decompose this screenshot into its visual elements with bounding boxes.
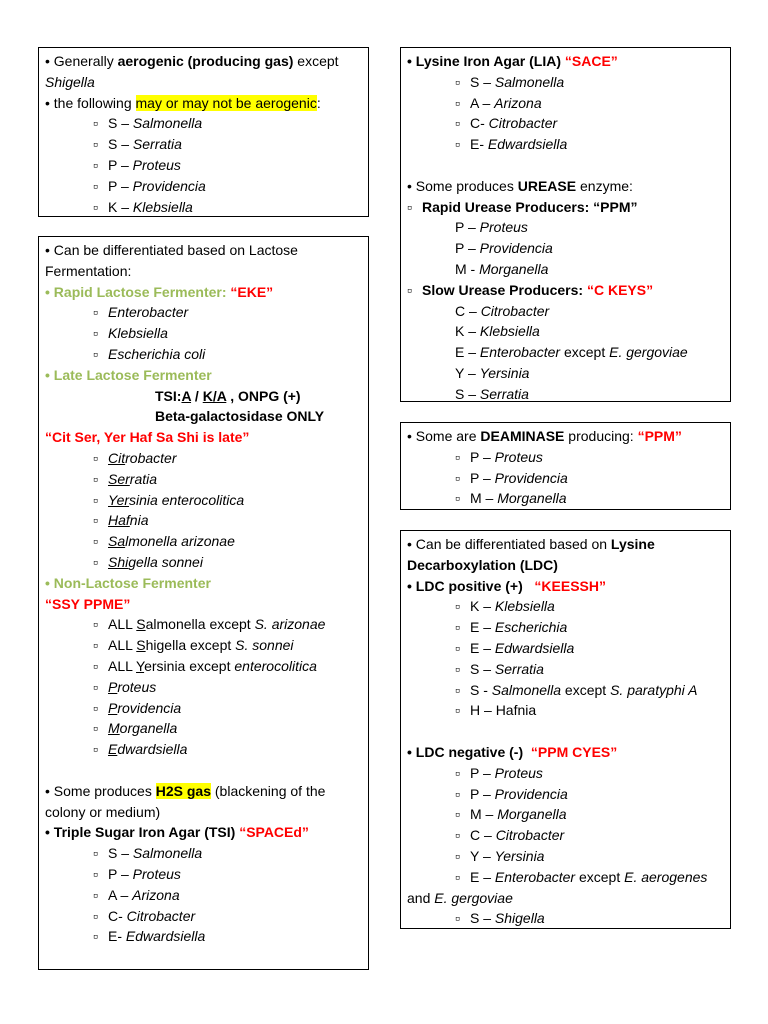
text: S. sonnei [235, 637, 294, 654]
text: P – [470, 469, 495, 486]
text: enterocolitica [234, 657, 317, 674]
ldc-intro [407, 534, 724, 555]
text: ALL [108, 657, 137, 674]
may-or-may-not-line [45, 93, 362, 114]
text: Enterobacter [479, 344, 561, 361]
text: enzyme: [576, 177, 633, 194]
text: S – [108, 845, 133, 862]
list-item [45, 656, 362, 677]
list-item-continuation [407, 888, 724, 909]
list-item [407, 259, 724, 280]
text: A [181, 387, 192, 404]
non-lactose-mnemonic: “SSY PPME” [45, 595, 131, 612]
text: C – [455, 302, 481, 319]
list-item [45, 843, 362, 864]
text: Proteus [132, 156, 181, 173]
text: except [561, 681, 611, 698]
text: Proteus [494, 764, 543, 781]
text: Escherichia [494, 619, 568, 636]
text: Providencia [132, 177, 206, 194]
text: Arizona [132, 886, 180, 903]
square-bullet-icon: ▫ [93, 637, 98, 654]
slow-urease-heading [407, 280, 724, 301]
text: Serratia [479, 385, 529, 402]
text: rovidencia [117, 699, 182, 716]
ldc-box [400, 530, 731, 929]
text: E – [470, 619, 495, 636]
text: organella [119, 720, 178, 737]
text: Yersinia [494, 847, 545, 864]
aerogenic-box [38, 47, 369, 217]
text: S. paratyphi A [610, 681, 698, 698]
list-item [407, 825, 724, 846]
list-item [45, 323, 362, 344]
text: • Can be differentiated based on [407, 536, 611, 552]
text: (blackening of the [211, 782, 326, 799]
tsi-heading [45, 822, 362, 843]
list-item [407, 238, 724, 259]
ldc-intro-2: Decarboxylation (LDC) [407, 556, 558, 573]
lactose-intro: • Can be differentiated based on Lactose [45, 242, 298, 258]
highlighted-text: may or may not be aerogenic [135, 94, 317, 111]
text: E. gergoviae [434, 889, 513, 906]
text: S - [470, 681, 492, 698]
text: P – [108, 865, 133, 882]
text: Serratia [494, 660, 544, 677]
text: , ONPG (+) [226, 387, 301, 404]
text: Citrobacter [495, 827, 565, 844]
lia-heading [407, 51, 724, 72]
text: M [108, 720, 120, 737]
square-bullet-icon: ▫ [407, 281, 412, 298]
list-item [45, 635, 362, 656]
spacer [407, 155, 724, 176]
square-bullet-icon: ▫ [455, 136, 460, 153]
text: Morganella [497, 490, 567, 507]
text: P – [108, 156, 133, 173]
highlighted-text: H2S gas [155, 782, 211, 799]
list-item [407, 867, 724, 888]
text: • Some are [407, 428, 481, 444]
list-item [407, 384, 724, 405]
list-item [45, 344, 362, 365]
rapid-urease-heading [407, 197, 724, 218]
square-bullet-icon: ▫ [455, 660, 460, 677]
text: Salmonella [132, 115, 203, 132]
text: Escherichia coli [108, 345, 206, 362]
text: S – [470, 660, 495, 677]
text: M – [470, 490, 498, 507]
text: Enterobacter [494, 868, 576, 885]
mnemonic: “SACE” [564, 53, 618, 69]
text: Ser [108, 470, 130, 487]
text: Shi [108, 553, 129, 570]
text: E [108, 741, 118, 758]
text: except [560, 344, 610, 361]
text: almonella except [145, 616, 255, 633]
deaminase-heading [407, 426, 724, 447]
square-bullet-icon: ▫ [93, 470, 98, 487]
square-bullet-icon: ▫ [93, 156, 98, 173]
square-bullet-icon: ▫ [93, 115, 98, 132]
ldc-negative-heading [407, 742, 724, 763]
text: C- [108, 907, 127, 924]
text: and [407, 889, 435, 906]
square-bullet-icon: ▫ [455, 619, 460, 636]
square-bullet-icon: ▫ [93, 907, 98, 924]
square-bullet-icon: ▫ [93, 699, 98, 716]
text: K – [470, 598, 495, 615]
square-bullet-icon: ▫ [93, 886, 98, 903]
text: ALL [108, 616, 137, 633]
text: Yersinia [479, 364, 530, 381]
square-bullet-icon: ▫ [455, 702, 460, 719]
list-item [407, 784, 724, 805]
list-item [407, 846, 724, 867]
list-item [45, 698, 362, 719]
text: E – [470, 868, 495, 885]
square-bullet-icon: ▫ [455, 847, 460, 864]
deaminase-box [400, 422, 731, 510]
beta-galactosidase-line: Beta-galactosidase ONLY [155, 408, 325, 425]
text: Enterobacter [108, 304, 189, 321]
list-item [407, 134, 724, 155]
mnemonic: “EKE” [230, 283, 274, 300]
text: S – [470, 910, 495, 927]
text: dwardsiella [117, 741, 188, 758]
text: except [293, 53, 339, 69]
square-bullet-icon: ▫ [93, 928, 98, 945]
text: DEAMINASE [480, 428, 565, 444]
text: Haf [108, 512, 130, 529]
text: Klebsiella [108, 325, 168, 342]
square-bullet-icon: ▫ [93, 512, 98, 529]
text: S [136, 637, 146, 654]
text: TSI: [155, 387, 182, 404]
square-bullet-icon: ▫ [455, 910, 460, 927]
square-bullet-icon: ▫ [93, 325, 98, 342]
spsk-list [45, 113, 362, 217]
list-item [45, 614, 362, 635]
list-item [407, 301, 724, 322]
list-item [45, 531, 362, 552]
list-item [407, 217, 724, 238]
text: S. arizonae [254, 616, 326, 633]
square-bullet-icon: ▫ [93, 720, 98, 737]
text: Citrobacter [480, 302, 550, 319]
lia-urease-box [400, 47, 731, 402]
text: • Triple Sugar Iron Agar (TSI) [45, 824, 240, 841]
list-item [45, 864, 362, 885]
list-item [45, 155, 362, 176]
h2s-line-2: colony or medium) [45, 803, 161, 820]
list-item [407, 321, 724, 342]
list-item [407, 617, 724, 638]
square-bullet-icon: ▫ [455, 115, 460, 132]
text: K – [455, 323, 480, 340]
text: Edwardsiella [125, 928, 206, 945]
list-item [45, 510, 362, 531]
square-bullet-icon: ▫ [93, 678, 98, 695]
text: • LDC positive (+) [407, 577, 535, 594]
list-item [45, 718, 362, 739]
rapid-lactose-heading [45, 282, 362, 303]
text: M – [470, 806, 498, 823]
spacer [45, 760, 362, 781]
text: M - [455, 260, 480, 277]
square-bullet-icon: ▫ [455, 785, 460, 802]
list-item [45, 490, 362, 511]
text: P – [470, 764, 495, 781]
text: roteus [117, 678, 157, 695]
text: robacter [125, 449, 177, 466]
text: Providencia [479, 240, 553, 257]
text: Salmonella [132, 845, 203, 862]
text: E- [108, 928, 126, 945]
list-item [407, 908, 724, 929]
text: : [316, 94, 321, 111]
square-bullet-icon: ▫ [93, 198, 98, 215]
square-bullet-icon: ▫ [93, 616, 98, 633]
text: Morganella [497, 806, 567, 823]
text: E. gergoviae [609, 344, 688, 361]
list-item [407, 596, 724, 617]
square-bullet-icon: ▫ [93, 741, 98, 758]
text: Rapid Urease Producers: “PPM” [422, 198, 638, 215]
late-lactose-heading: • Late Lactose Fermenter [45, 366, 212, 383]
square-bullet-icon: ▫ [93, 553, 98, 570]
text: S [136, 616, 146, 633]
mnemonic: “PPM” [637, 428, 682, 444]
list-item [45, 469, 362, 490]
text: E – [455, 344, 480, 361]
square-bullet-icon: ▫ [455, 490, 460, 507]
list-item [407, 113, 724, 134]
list-item [45, 552, 362, 573]
text: ratia [129, 470, 158, 487]
text: • Some produces [407, 177, 518, 194]
list-item [407, 638, 724, 659]
text: Lysine [610, 536, 655, 552]
text: P [108, 699, 118, 716]
text: Y – [455, 364, 480, 381]
list-item [407, 342, 724, 363]
text: • Some produces [45, 782, 156, 799]
square-bullet-icon: ▫ [455, 469, 460, 486]
text: Klebsiella [479, 323, 540, 340]
list-item [407, 447, 724, 468]
square-bullet-icon: ▫ [93, 345, 98, 362]
text: P – [108, 177, 133, 194]
list-item [45, 302, 362, 323]
square-bullet-icon: ▫ [455, 639, 460, 656]
text: • LDC negative (-) [407, 743, 531, 760]
square-bullet-icon: ▫ [407, 198, 412, 215]
text: S – [108, 115, 133, 132]
square-bullet-icon: ▫ [93, 136, 98, 153]
list-item [407, 363, 724, 384]
square-bullet-icon: ▫ [93, 533, 98, 550]
text: Yer [108, 491, 130, 508]
square-bullet-icon: ▫ [455, 681, 460, 698]
text: • the following [45, 94, 136, 111]
text: / [191, 387, 203, 404]
list-item [407, 763, 724, 784]
list-item [407, 72, 724, 93]
text: higella except [145, 637, 236, 654]
text: Y – [470, 847, 495, 864]
late-mnemonic: “Cit Ser, Yer Haf Sa Shi is late” [45, 429, 250, 446]
text: Citrobacter [126, 907, 196, 924]
list-item [45, 134, 362, 155]
list-item [45, 926, 362, 947]
text: S – [108, 136, 133, 153]
text: Proteus [494, 448, 543, 465]
spacer [407, 721, 724, 742]
square-bullet-icon: ▫ [455, 598, 460, 615]
list-item [407, 488, 724, 509]
text: Sa [108, 533, 126, 550]
text: C- [470, 115, 489, 132]
lactose-box [38, 236, 369, 970]
aerogenic-line [45, 51, 362, 72]
text: Proteus [132, 865, 181, 882]
text: UREASE [517, 177, 577, 194]
text: aerogenic (producing gas) [117, 53, 294, 69]
non-lactose-heading: • Non-Lactose Fermenter [45, 574, 211, 591]
text: • Lysine Iron Agar (LIA) [407, 53, 565, 69]
list-item [407, 468, 724, 489]
text: C – [470, 827, 496, 844]
text: • Generally [45, 53, 118, 69]
text: Citrobacter [488, 115, 558, 132]
text: nia [129, 512, 149, 529]
text: Klebsiella [494, 598, 555, 615]
text: S – [455, 385, 480, 402]
lactose-intro-2: Fermentation: [45, 262, 132, 279]
square-bullet-icon: ▫ [455, 448, 460, 465]
h2s-line [45, 781, 362, 802]
text: ersinia except [144, 657, 235, 674]
text: gella sonnei [128, 553, 203, 570]
square-bullet-icon: ▫ [455, 94, 460, 111]
list-item [407, 659, 724, 680]
urease-line [407, 176, 724, 197]
square-bullet-icon: ▫ [93, 449, 98, 466]
text: Edwardsiella [487, 136, 568, 153]
text: Serratia [132, 136, 182, 153]
text: Shigella [494, 910, 545, 927]
list-item [45, 677, 362, 698]
mnemonic: “PPM CYES” [530, 743, 618, 760]
text: P – [455, 219, 480, 236]
text: Morganella [479, 260, 549, 277]
text: E – [470, 639, 495, 656]
text: Providencia [494, 469, 568, 486]
text: P – [470, 785, 495, 802]
text: Y [136, 657, 145, 674]
square-bullet-icon: ▫ [455, 827, 460, 844]
ldc-positive-heading [407, 576, 724, 597]
square-bullet-icon: ▫ [93, 304, 98, 321]
text: K/A [202, 387, 227, 404]
text: Proteus [479, 219, 528, 236]
text: Providencia [494, 785, 568, 802]
text: Arizona [494, 94, 542, 111]
square-bullet-icon: ▫ [93, 177, 98, 194]
text: ALL [108, 637, 137, 654]
text: • Rapid Lactose Fermenter: [45, 283, 231, 300]
text: P – [470, 448, 495, 465]
list-item [45, 197, 362, 218]
list-item [45, 176, 362, 197]
square-bullet-icon: ▫ [455, 868, 460, 885]
square-bullet-icon: ▫ [455, 806, 460, 823]
text: E. aerogenes [624, 868, 708, 885]
text: S – [470, 73, 495, 90]
text: P – [455, 240, 480, 257]
list-item [407, 93, 724, 114]
list-item [407, 680, 724, 701]
text: producing: [564, 428, 638, 444]
text: H – [470, 702, 496, 719]
mnemonic: “KEESSH” [534, 577, 606, 594]
square-bullet-icon: ▫ [93, 865, 98, 882]
text: P [108, 678, 118, 695]
list-item [45, 906, 362, 927]
list-item [45, 885, 362, 906]
text: Cit [108, 449, 126, 466]
text: except [575, 868, 625, 885]
text: sinia enterocolitica [129, 491, 245, 508]
text: Edwardsiella [494, 639, 575, 656]
tsi-onpg-line [45, 386, 362, 407]
text: lmonella arizonae [125, 533, 235, 550]
text: A – [108, 886, 133, 903]
text: Salmonella [491, 681, 562, 698]
mnemonic: “C KEYS” [586, 281, 654, 298]
text: Slow Urease Producers: [422, 281, 587, 298]
text: K – [108, 198, 133, 215]
square-bullet-icon: ▫ [93, 657, 98, 674]
shigella-text: Shigella [45, 73, 95, 90]
square-bullet-icon: ▫ [93, 491, 98, 508]
text: A – [470, 94, 495, 111]
list-item [45, 448, 362, 469]
text: Hafnia [495, 702, 537, 719]
text: E- [470, 136, 488, 153]
mnemonic: “SPACEd” [239, 824, 309, 841]
list-item [45, 113, 362, 134]
square-bullet-icon: ▫ [455, 73, 460, 90]
text: Salmonella [494, 73, 565, 90]
text: Klebsiella [132, 198, 193, 215]
square-bullet-icon: ▫ [455, 764, 460, 781]
square-bullet-icon: ▫ [93, 845, 98, 862]
list-item [45, 739, 362, 760]
list-item [407, 700, 724, 721]
list-item [407, 804, 724, 825]
